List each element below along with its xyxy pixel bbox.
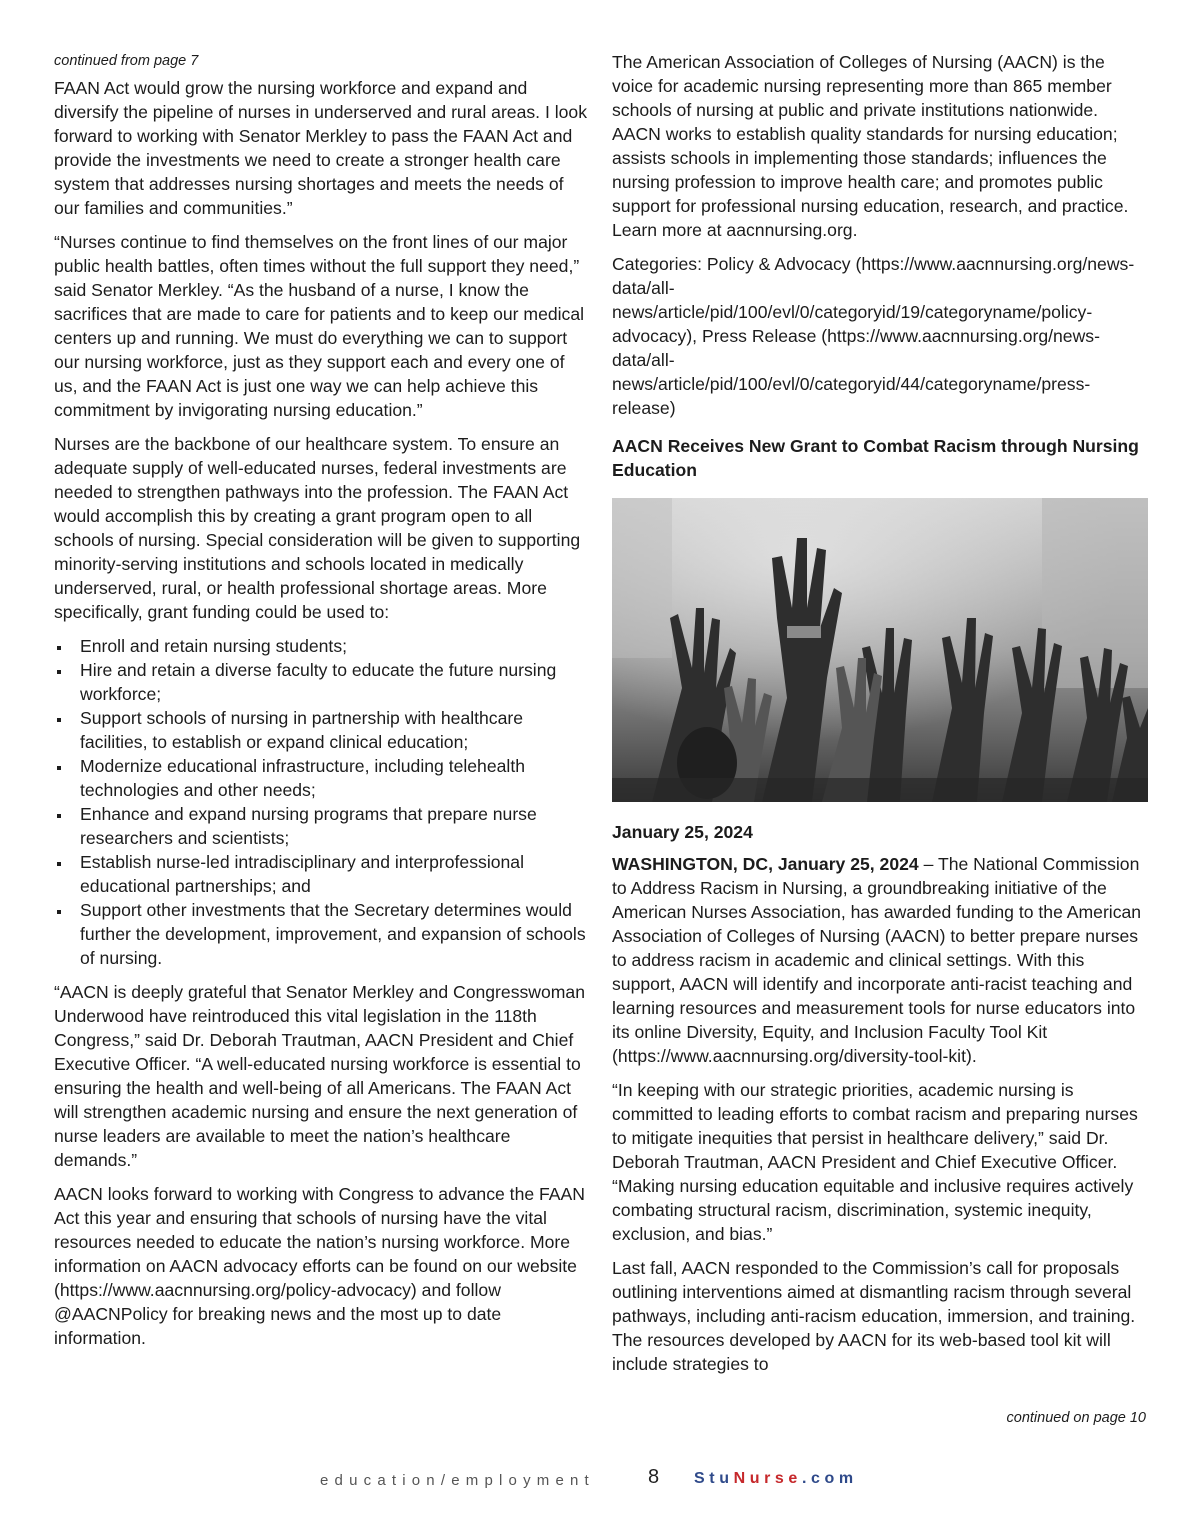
paragraph: “AACN is deeply grateful that Senator Merkley and Congresswoman Underwood have reintroduced this vital legislation in the 118th Congress,” said Dr. Deborah Trautman, AACN President and Chief Executive Officer. “A well-educated nursing workforce is essential to ensuring the health and well-being of all Americans. The FAAN Act will strengthen academic nursing and ensure the next generation of nurse leaders are available to meet the nation’s healthcare demands.” — [54, 982, 585, 1170]
brand-com: com — [810, 1470, 858, 1487]
raised-hands-photo — [612, 498, 1148, 802]
categories-paragraph: Categories: Policy & Advocacy (https://www.aacnnursing.org/news-data/all-news/article/pid/100/evl/0/categoryid/19/categoryname/policy-advocacy), Press Release (https://www.aacnnursing.org/news-data/all-news/article/pid/100/evl/0/categoryid/44/categoryname/press-release) — [612, 254, 1135, 418]
list-item: Enroll and retain nursing students; — [54, 634, 590, 658]
article-headline: AACN Receives New Grant to Combat Racism through Nursing Education — [612, 436, 1139, 480]
page-number: 8 — [648, 1466, 660, 1488]
paragraph: AACN looks forward to working with Congress to advance the FAAN Act this year and ensuring that schools of nursing have the vital resources needed to educate the nation’s nursing workforce. More information on AACN advocacy efforts can be found on our website (https://www.aacnnursing.org/policy-advocacy) and follow @AACNPolicy for breaking news and the most up to date information. — [54, 1184, 585, 1348]
about-aacn-paragraph: The American Association of Colleges of Nursing (AACN) is the voice for academic nursing representing more than 865 member schools of nursing at public and private institutions nationwide. AACN works to establish quality standards for nursing education; assists schools in implementing those standards; influences the nursing profession to improve health care; and promotes public support for professional nursing education, research, and practice. Learn more at aacnnursing.org. — [612, 52, 1129, 240]
dateline: WASHINGTON, DC, January 25, 2024 — [612, 854, 919, 874]
article-date: January 25, 2024 — [612, 822, 753, 842]
brand-stu: Stu — [694, 1470, 734, 1487]
list-item: Hire and retain a diverse faculty to educate the future nursing workforce; — [54, 658, 590, 706]
footer-tagline: education/employment — [320, 1472, 595, 1489]
dateline-paragraph — [612, 852, 1148, 1068]
paragraph: Last fall, AACN responded to the Commission’s call for proposals outlining interventions aimed at dismantling racism through several pathways, including anti-racism education, immersion, and training. The resources developed by AACN for its web-based tool kit will include strategies to — [612, 1258, 1136, 1374]
brand-dot: . — [801, 1470, 811, 1487]
list-item: Support schools of nursing in partnership with healthcare facilities, to establish or expand clinical education; — [54, 706, 590, 754]
right-column — [612, 50, 1148, 1386]
list-item: Modernize educational infrastructure, including telehealth technologies and other needs; — [54, 754, 590, 802]
list-item: Support other investments that the Secretary determines would further the development, improvement, and expansion of schools of nursing. — [54, 898, 590, 970]
page-footer — [0, 1466, 1200, 1496]
continued-from-note: continued from page 7 — [54, 53, 199, 69]
paragraph: Nurses are the backbone of our healthcare system. To ensure an adequate supply of well-educated nurses, federal investments are needed to strengthen pathways into the profession. The FAAN Act would accomplish this by creating a grant program open to all schools of nursing. Special consideration will be given to supporting minority-serving institutions and schools located in medically underserved, rural, or health professional shortage areas. More specifically, grant funding could be used to: — [54, 434, 581, 622]
list-item: Establish nurse-led intradisciplinary and interprofessional educational partnerships; and — [54, 850, 590, 898]
paragraph: “Nurses continue to find themselves on the front lines of our major public health battles, often times without the full support they need,” said Senator Merkley. “As the husband of a nurse, I know the sacrifices that are made to care for patients and to keep our medical centers up and running. We must do everything we can to support our nursing workforce, just as they support each and every one of us, and the FAAN Act is just one way we can help achieve this commitment by invigorating nursing education.” — [54, 232, 585, 420]
left-column — [54, 50, 590, 1360]
dateline-text: – The National Commission to Address Racism in Nursing, a groundbreaking initiative of the American Nurses Association, has awarded funding to the American Association of Colleges of Nursing (AACN) to better prepare nurses to address racism in academic and clinical settings. With this support, AACN will identify and incorporate anti-racist teaching and learning resources and measurement tools for nurse educators into its online Diversity, Equity, and Inclusion Faculty Tool Kit (https://www.aacnnursing.org/diversity-tool-kit). — [612, 854, 1142, 1066]
paragraph: FAAN Act would grow the nursing workforce and expand and diversify the pipeline of nurses in underserved and rural areas. I look forward to working with Senator Merkley to pass the FAAN Act and provide the investments we need to create a stronger health care system that addresses nursing shortages and meets the needs of our families and communities.” — [54, 78, 587, 218]
paragraph: “In keeping with our strategic priorities, academic nursing is committed to leading efforts to combat racism and preparing nurses to mitigate inequities that persist in healthcare delivery,” said Dr. Deborah Trautman, AACN President and Chief Executive Officer. “Making nursing education equitable and inclusive requires actively combating structural racism, discrimination, systemic inequity, exclusion, and bias.” — [612, 1080, 1138, 1244]
list-item: Enhance and expand nursing programs that prepare nurse researchers and scientists; — [54, 802, 590, 850]
brand-logo — [694, 1470, 858, 1488]
grant-uses-list — [54, 634, 590, 970]
brand-nurse: Nurse — [733, 1470, 802, 1487]
continued-on-note: continued on page 10 — [1006, 1410, 1146, 1426]
